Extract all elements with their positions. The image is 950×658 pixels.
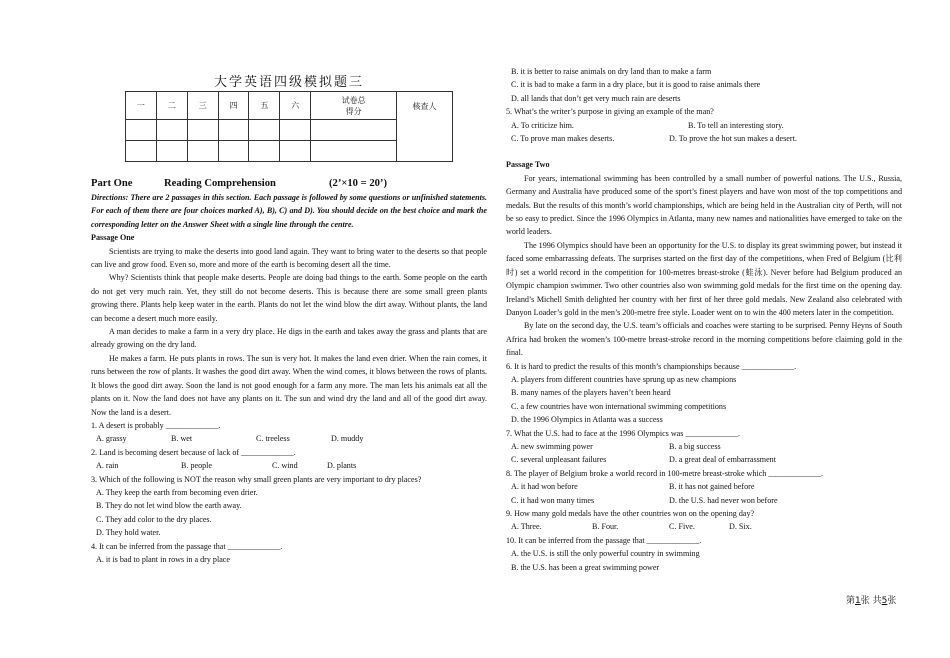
option[interactable]: D. They hold water. <box>96 528 161 538</box>
footer-suffix: 张 <box>887 596 897 606</box>
score-cell[interactable] <box>218 141 249 162</box>
option[interactable]: D. plants <box>327 461 357 471</box>
question-stem: 10. It can be inferred from the passage that _____________. <box>506 535 702 545</box>
left-flow <box>91 177 487 566</box>
option[interactable]: D. the 1996 Olympics in Atlanta was a success <box>511 415 663 425</box>
paragraph: He makes a farm. He puts plants in rows. The sun is very hot. It makes the land even drier. When the rain comes, it runs between the row of plants. It washes the good dirt away. When the wind comes, it blows between the rows of plants. It blows the good dirt away. Soon the land is not good enough for a farm any more. The man lets his animals eat all the plants on it. Now the land does not have any plants on it. The sun and wind dry the land and all of the good dirt away. Now the land is a desert. <box>91 353 487 417</box>
footer-middle: 张 共 <box>860 596 882 606</box>
option[interactable]: C. Five. <box>669 522 695 532</box>
option[interactable]: A. it is bad to plant in rows in a dry place <box>96 554 230 564</box>
option[interactable]: B. people <box>181 461 213 471</box>
score-header-total: 试卷总 得分 <box>311 92 397 120</box>
part-heading <box>91 177 487 191</box>
option-row <box>91 432 487 445</box>
option[interactable]: C. several unpleasant failures <box>511 455 607 465</box>
option-row <box>506 119 902 132</box>
option[interactable]: B. Four. <box>592 522 619 532</box>
passage-two-heading: Passage Two <box>506 160 550 170</box>
option[interactable]: B. They do not let wind blow the earth away. <box>96 501 242 511</box>
option[interactable]: B. it is better to raise animals on dry land than to make a farm <box>511 67 712 76</box>
option[interactable]: B. wet <box>171 434 193 444</box>
option[interactable]: B. it has not gained before <box>669 482 755 492</box>
option-row <box>506 494 902 507</box>
question-stem: 8. The player of Belgium broke a world record in 100-metre breast-stroke which _____________. <box>506 468 823 478</box>
paragraph: The 1996 Olympics should have been an opportunity for the U.S. to display its great swimming power, but instead it faced some embarrassing defeats. The surprises started on the first day of the competitions, when Fred of Belgium (比利时) set a world record in the competition for 100-metres breast-stroke (蛙泳). Never before had Belgium produced an Olympic champion swimmer. Two other countries also won swimming gold medals for the first time on the opening day. Ireland’s Michell Smith delighted her country with her first of her three gold medals. New Zealand also celebrated with Danyon Loader’s gold in the men’s 200-metre free style. Loader went on to win the 400 meters later in the competition. <box>506 240 902 317</box>
question-stem: 6. It is hard to predict the results of this month’s championships because _____________. <box>506 361 797 371</box>
score-cell[interactable] <box>126 141 157 162</box>
score-cell[interactable] <box>187 141 218 162</box>
option[interactable]: A. the U.S. is still the only powerful country in swimming <box>511 549 700 559</box>
exam-title: 大学英语四级模拟题三 <box>213 75 364 90</box>
paragraph: A man decides to make a farm in a very dry place. He digs in the earth and takes away the grass and plants that are already growing on the dry land. <box>91 327 487 350</box>
option[interactable]: C. it had won many times <box>511 495 595 505</box>
option[interactable]: B. the U.S. has been a great swimming power <box>511 562 660 572</box>
score-cell[interactable] <box>280 120 311 141</box>
paragraph: Scientists are trying to make the deserts into good land again. They want to bring water to the deserts so that people can live and grow food. Even so, more and more of the earth is becoming desert all the time. <box>91 246 487 270</box>
option-row <box>91 459 487 472</box>
footer-prefix: 第 <box>846 596 856 606</box>
score-header: 四 <box>218 92 249 120</box>
option[interactable]: C. To prove man makes deserts. <box>511 134 615 144</box>
score-cell[interactable] <box>156 141 187 162</box>
footer-page: 1 <box>855 596 861 606</box>
score-cell[interactable] <box>156 120 187 141</box>
question-stem: 9. How many gold medals have the other countries won on the opening day? <box>506 509 755 518</box>
directions: Directions: There are 2 passages in this section. Each passage is followed by some questions or unfinished statements. For each of them there are four choices marked A), B), C) and D). You should decide on the best choice and mark the corresponding letter on the Answer Sheet with a single line through the centre. <box>91 193 487 229</box>
score-header: 三 <box>187 92 218 120</box>
option[interactable]: C. it is bad to make a farm in a dry place, but it is good to raise animals there <box>511 80 761 90</box>
option[interactable]: D. all lands that don’t get very much rain are deserts <box>511 93 681 103</box>
option-row <box>506 453 902 466</box>
option-row <box>506 520 902 533</box>
option[interactable]: A. To criticize him. <box>511 120 574 130</box>
right-flow <box>506 65 902 574</box>
footer-total: 5 <box>881 596 888 606</box>
page-footer <box>846 593 896 606</box>
part-score: (2’×10 = 20’) <box>329 178 387 189</box>
option[interactable]: C. a few countries have won international swimming competitions <box>511 401 727 411</box>
option[interactable]: A. Three. <box>511 522 542 532</box>
score-header: 六 <box>280 92 311 120</box>
option[interactable]: B. a big success <box>669 441 721 451</box>
option[interactable]: C. wind <box>272 461 298 471</box>
score-cell[interactable] <box>249 120 280 141</box>
option[interactable]: C. They add color to the dry places. <box>96 514 212 524</box>
question-stem: 1. A desert is probably _____________. <box>91 420 221 430</box>
question-stem: 7. What the U.S. had to face at the 1996 Olympics was _____________. <box>506 428 741 438</box>
part-title: Reading Comprehension <box>164 178 276 189</box>
passage-one-heading: Passage One <box>91 233 135 243</box>
score-cell[interactable] <box>249 141 280 162</box>
score-cell[interactable] <box>311 120 397 141</box>
option[interactable]: A. new swimming power <box>511 441 593 451</box>
score-cell[interactable] <box>311 141 397 162</box>
score-header: 五 <box>249 92 280 120</box>
option[interactable]: D. muddy <box>331 434 364 444</box>
option[interactable]: D. To prove the hot sun makes a desert. <box>669 134 797 144</box>
score-header-checker: 核查人 <box>397 92 453 162</box>
score-header: 一 <box>126 92 157 120</box>
question-stem: 5. What’s the writer’s purpose in giving an example of the man? <box>506 107 714 117</box>
score-header: 二 <box>156 92 187 120</box>
option-row <box>506 132 902 145</box>
question-stem: 3. Which of the following is NOT the reason why small green plants are very important to dry places? <box>91 474 422 484</box>
option[interactable]: A. it had won before <box>511 482 578 492</box>
score-table <box>125 91 453 162</box>
option[interactable]: B. To tell an interesting story. <box>688 120 784 130</box>
option[interactable]: A. rain <box>96 461 119 471</box>
option[interactable]: D. the U.S. had never won before <box>669 495 778 505</box>
paragraph: By late on the second day, the U.S. team’s officials and coaches were starting to be surprised. Penny Heyns of South Africa had broken the women’s 100-metre breast-stroke record in the morning competitions before claiming gold in the final. <box>506 321 902 358</box>
score-cell[interactable] <box>187 120 218 141</box>
option[interactable]: A. grassy <box>96 434 127 444</box>
question-stem: 2. Land is becoming desert because of lack of _____________. <box>91 447 296 457</box>
option[interactable]: B. many names of the players haven’t been heard <box>511 388 671 398</box>
paragraph: Why? Scientists think that people make deserts. People are doing bad things to the earth. Some people on the earth do not get very much rain. Yet, they still do not become deserts. This is because there are some small green plants growing there. Plants help keep water in the earth. Plants do not let the wind blow the dirt away. Without plants, the land can become a desert much more easily. <box>91 273 487 323</box>
option-row <box>506 440 902 453</box>
option[interactable]: D. Six. <box>729 522 752 532</box>
part-name: Part One <box>91 178 133 189</box>
score-cell[interactable] <box>280 141 311 162</box>
score-cell[interactable] <box>126 120 157 141</box>
option[interactable]: C. treeless <box>256 434 290 444</box>
option[interactable]: A. They keep the earth from becoming even drier. <box>96 487 258 497</box>
option-row <box>506 480 902 493</box>
option[interactable]: D. a great deal of embarrassment <box>669 455 776 465</box>
question-stem: 4. It can be inferred from the passage that _____________. <box>91 541 283 551</box>
paragraph: For years, international swimming has been controlled by a small number of powerful nations. The U.S., Russia, Germany and Australia have produced some of the sport’s finest players and have won most of the top competitions and medals. But the results of this month’s world championships, which are being held in the Australian city of Perth, will not be so easy to predict. Since the 1996 Olympics in Atlanta, many new names and nationalities have emerged to take on the world leaders. <box>506 173 902 237</box>
option[interactable]: A. players from different countries have sprung up as new champions <box>511 374 737 384</box>
score-cell[interactable] <box>218 120 249 141</box>
